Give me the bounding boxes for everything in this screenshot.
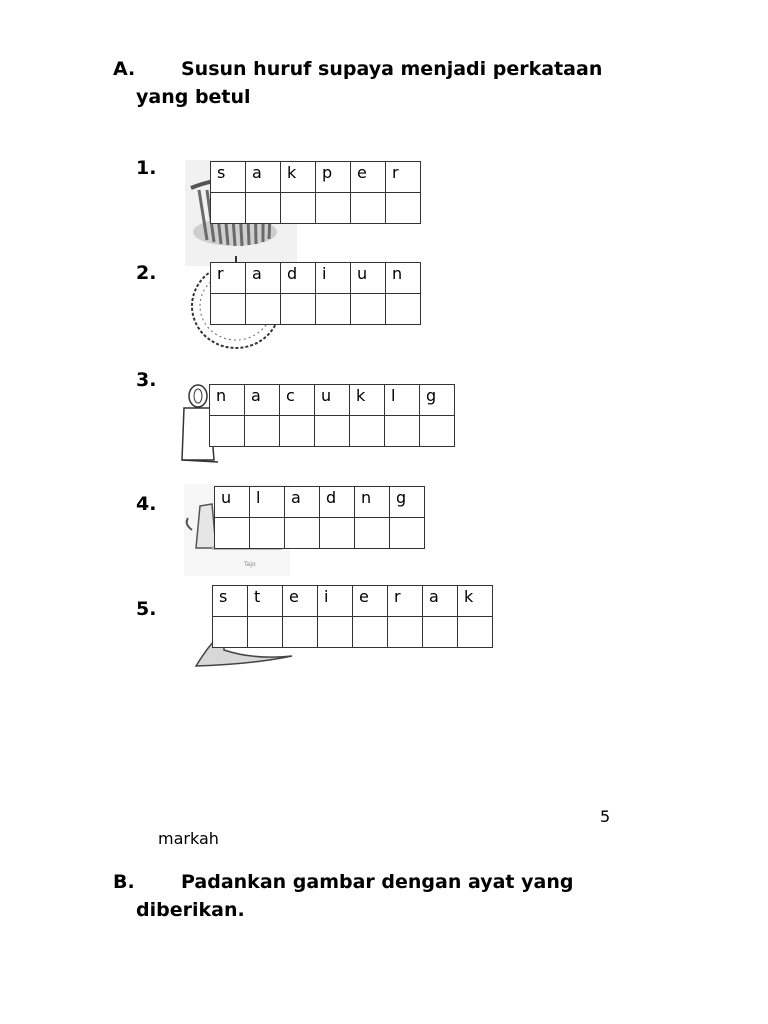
question-4-grid xyxy=(214,486,425,549)
answer-cell[interactable] xyxy=(213,617,248,648)
marks-label: markah xyxy=(158,829,219,848)
question-1-grid xyxy=(210,161,421,224)
question-2-grid xyxy=(210,262,421,325)
answer-cell[interactable] xyxy=(246,294,281,325)
letter-cell: e xyxy=(283,586,318,617)
answer-cell[interactable] xyxy=(315,416,350,447)
answer-cell[interactable] xyxy=(353,617,388,648)
letter-cell: k xyxy=(458,586,493,617)
scrambled-letters-row xyxy=(213,586,493,617)
letter-cell: a xyxy=(246,263,281,294)
answer-cell[interactable] xyxy=(355,518,390,549)
letter-cell: n xyxy=(386,263,421,294)
letter-cell: i xyxy=(318,586,353,617)
answer-cell[interactable] xyxy=(246,193,281,224)
answer-cell[interactable] xyxy=(388,617,423,648)
answer-cell[interactable] xyxy=(420,416,455,447)
answer-cell[interactable] xyxy=(386,294,421,325)
question-3-number: 3. xyxy=(136,369,157,391)
answer-cell[interactable] xyxy=(281,294,316,325)
letter-cell: c xyxy=(280,385,315,416)
answer-cell[interactable] xyxy=(423,617,458,648)
letter-cell: u xyxy=(215,487,250,518)
answer-cell[interactable] xyxy=(211,193,246,224)
answer-cell[interactable] xyxy=(318,617,353,648)
marks-value: 5 xyxy=(600,807,611,826)
letter-cell: u xyxy=(351,263,386,294)
question-1-number: 1. xyxy=(136,157,157,179)
letter-cell: n xyxy=(210,385,245,416)
letter-cell: g xyxy=(420,385,455,416)
scrambled-letters-row xyxy=(211,263,421,294)
letter-cell: k xyxy=(281,162,316,193)
answer-cell[interactable] xyxy=(250,518,285,549)
answer-cell[interactable] xyxy=(283,617,318,648)
letter-cell: e xyxy=(353,586,388,617)
question-4-number: 4. xyxy=(136,493,157,515)
letter-cell: a xyxy=(245,385,280,416)
letter-cell: t xyxy=(248,586,283,617)
question-2-number: 2. xyxy=(136,262,157,284)
question-5-number: 5. xyxy=(136,598,157,620)
section-a-instruction-line1: Susun huruf supaya menjadi perkataan xyxy=(181,58,603,80)
answer-row xyxy=(215,518,425,549)
letter-cell: s xyxy=(211,162,246,193)
letter-cell: p xyxy=(316,162,351,193)
answer-cell[interactable] xyxy=(316,294,351,325)
answer-cell[interactable] xyxy=(385,416,420,447)
letter-cell: e xyxy=(351,162,386,193)
answer-cell[interactable] xyxy=(350,416,385,447)
letter-cell: d xyxy=(281,263,316,294)
letter-cell: g xyxy=(390,487,425,518)
letter-cell: r xyxy=(388,586,423,617)
section-a-letter: A. xyxy=(113,58,136,80)
section-b-letter: B. xyxy=(113,871,135,893)
answer-cell[interactable] xyxy=(390,518,425,549)
letter-cell: d xyxy=(320,487,355,518)
answer-cell[interactable] xyxy=(280,416,315,447)
question-5-grid xyxy=(212,585,493,648)
letter-cell: l xyxy=(385,385,420,416)
letter-cell: u xyxy=(315,385,350,416)
answer-cell[interactable] xyxy=(351,294,386,325)
answer-cell[interactable] xyxy=(320,518,355,549)
answer-cell[interactable] xyxy=(386,193,421,224)
letter-cell: a xyxy=(285,487,320,518)
letter-cell: r xyxy=(211,263,246,294)
section-a-instruction-line2: yang betul xyxy=(136,86,251,108)
answer-cell[interactable] xyxy=(458,617,493,648)
answer-cell[interactable] xyxy=(211,294,246,325)
answer-row xyxy=(213,617,493,648)
letter-cell: s xyxy=(213,586,248,617)
question-3-grid xyxy=(209,384,455,447)
letter-cell: n xyxy=(355,487,390,518)
scrambled-letters-row xyxy=(210,385,455,416)
section-b-instruction-line2: diberikan. xyxy=(136,899,245,921)
answer-row xyxy=(210,416,455,447)
letter-cell: a xyxy=(423,586,458,617)
answer-cell[interactable] xyxy=(245,416,280,447)
kettle-caption: Tajo xyxy=(244,561,256,568)
section-b-instruction-line1: Padankan gambar dengan ayat yang xyxy=(181,871,574,893)
letter-cell: l xyxy=(250,487,285,518)
letter-cell: i xyxy=(316,263,351,294)
answer-cell[interactable] xyxy=(285,518,320,549)
answer-cell[interactable] xyxy=(316,193,351,224)
answer-cell[interactable] xyxy=(210,416,245,447)
answer-cell[interactable] xyxy=(281,193,316,224)
answer-cell[interactable] xyxy=(351,193,386,224)
letter-cell: r xyxy=(386,162,421,193)
answer-row xyxy=(211,193,421,224)
answer-row xyxy=(211,294,421,325)
scrambled-letters-row xyxy=(215,487,425,518)
answer-cell[interactable] xyxy=(215,518,250,549)
letter-cell: a xyxy=(246,162,281,193)
answer-cell[interactable] xyxy=(248,617,283,648)
letter-cell: k xyxy=(350,385,385,416)
scrambled-letters-row xyxy=(211,162,421,193)
